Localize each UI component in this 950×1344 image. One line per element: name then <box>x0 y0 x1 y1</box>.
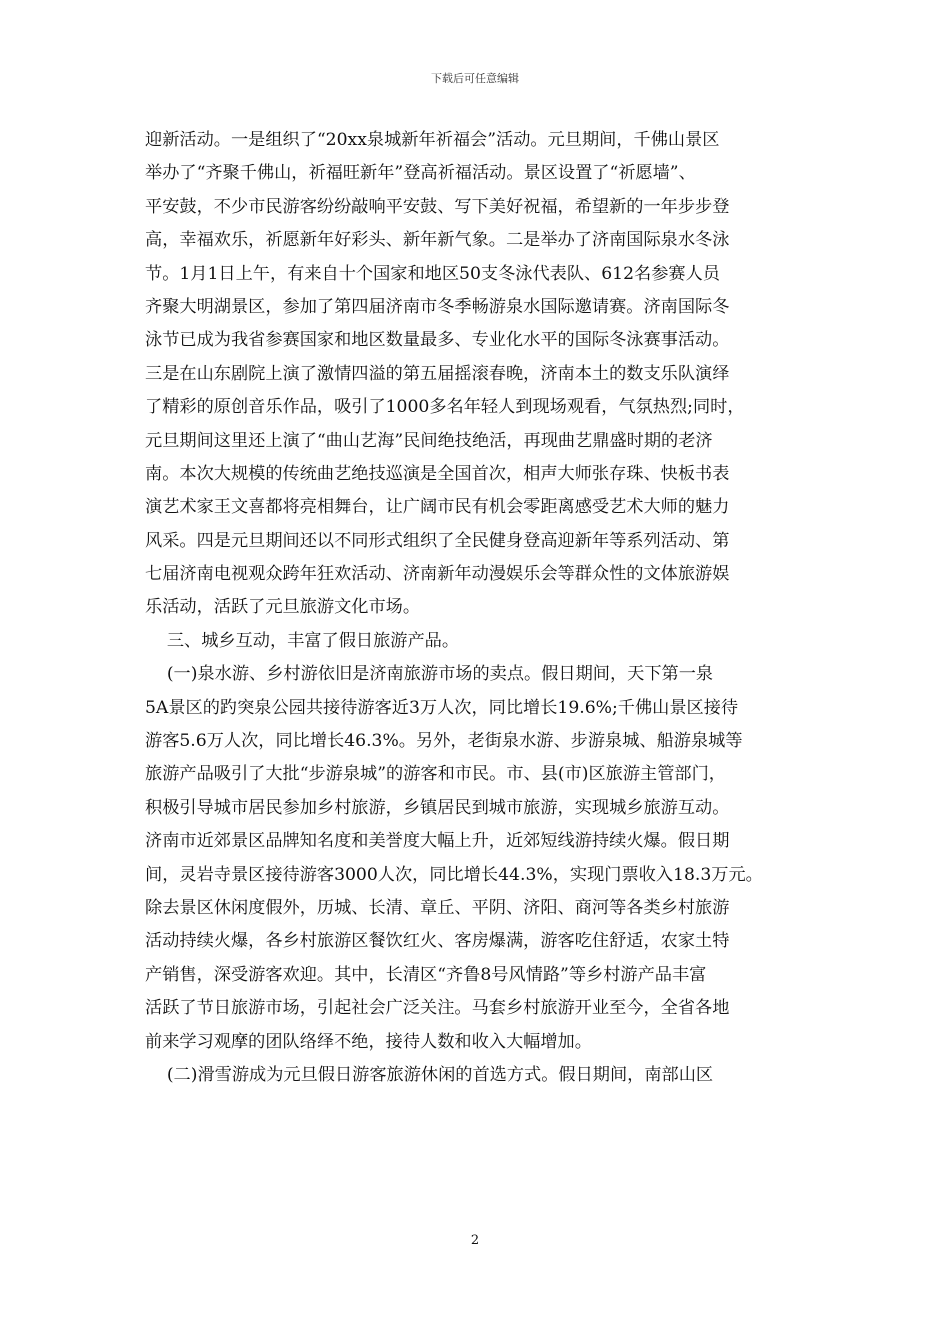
text-line: 产销售，深受游客欢迎。其中，长清区“齐鲁8号风情路”等乡村游产品丰富 <box>145 964 707 985</box>
text-line: 齐聚大明湖景区，参加了第四届济南市冬季畅游泉水国际邀请赛。济南国际冬 <box>145 296 730 317</box>
text-line: 积极引导城市居民参加乡村旅游，乡镇居民到城市旅游，实现城乡旅游互动。 <box>145 797 730 818</box>
text-line: 前来学习观摩的团队络绎不绝，接待人数和收入大幅增加。 <box>145 1031 592 1052</box>
text-line: 间，灵岩寺景区接待游客3000人次，同比增长44.3%，实现门票收入18.3万元。 <box>145 864 763 885</box>
text-line: 节。1月1日上午，有来自十个国家和地区50支冬泳代表队、612名参赛人员 <box>145 263 720 284</box>
text-line: 乐活动，活跃了元旦旅游文化市场。 <box>145 597 421 618</box>
text-line: 5A景区的趵突泉公园共接待游客近3万人次，同比增长19.6%;千佛山景区接待 <box>145 697 739 718</box>
text-line: 游客5.6万人次，同比增长46.3%。另外，老街泉水游、步游泉城、船游泉城等 <box>145 731 743 752</box>
section-heading: 三、城乡互动，丰富了假日旅游产品。 <box>145 630 460 651</box>
text-line: 迎新活动。一是组织了“20xx泉城新年祈福会”活动。元旦期间，千佛山景区 <box>145 130 720 150</box>
text-line: 活动持续火爆，各乡村旅游区餐饮红火、客房爆满，游客吃住舒适，农家土特 <box>145 931 730 952</box>
text-line: 三是在山东剧院上演了激情四溢的第五届摇滚春晚，济南本土的数支乐队演绎 <box>145 363 730 384</box>
page-header: 下载后可任意编辑 <box>431 72 519 85</box>
text-line: 元旦期间这里还上演了“曲山艺海”民间绝技绝活，再现曲艺鼎盛时期的老济 <box>145 430 713 451</box>
document-body <box>145 124 805 1092</box>
text-line: (一)泉水游、乡村游依旧是济南旅游市场的卖点。假日期间，天下第一泉 <box>145 664 714 685</box>
text-line: 风采。四是元旦期间还以不同形式组织了全民健身登高迎新年等系列活动、第 <box>145 530 730 551</box>
text-line: 了精彩的原创音乐作品，吸引了1000多名年轻人到现场观看，气氛热烈;同时， <box>145 397 745 418</box>
text-line: 七届济南电视观众跨年狂欢活动、济南新年动漫娱乐会等群众性的文体旅游娱 <box>145 564 730 585</box>
text-line: 泳节已成为我省参赛国家和地区数量最多、专业化水平的国际冬泳赛事活动。 <box>145 330 730 351</box>
text-line: 高，幸福欢乐，祈愿新年好彩头、新年新气象。二是举办了济南国际泉水冬泳 <box>145 230 730 251</box>
text-line: (二)滑雪游成为元旦假日游客旅游休闲的首选方式。假日期间，南部山区 <box>145 1064 714 1085</box>
text-line: 除去景区休闲度假外，历城、长清、章丘、平阴、济阳、商河等各类乡村旅游 <box>145 897 730 918</box>
text-line: 活跃了节日旅游市场，引起社会广泛关注。马套乡村旅游开业至今，全省各地 <box>145 998 730 1019</box>
page-number: 2 <box>470 1233 480 1248</box>
text-line: 举办了“齐聚千佛山，祈福旺新年”登高祈福活动。景区设置了“祈愿墙”、 <box>145 163 696 184</box>
text-line: 旅游产品吸引了大批“步游泉城”的游客和市民。市、县(市)区旅游主管部门， <box>145 764 726 785</box>
text-line: 演艺术家王文喜都将亮相舞台，让广阔市民有机会零距离感受艺术大师的魅力 <box>145 497 730 518</box>
text-line: 济南市近郊景区品牌知名度和美誉度大幅上升，近郊短线游持续火爆。假日期 <box>145 831 730 852</box>
text-line: 平安鼓，不少市民游客纷纷敲响平安鼓、写下美好祝福，希望新的一年步步登 <box>145 196 730 217</box>
text-line: 南。本次大规模的传统曲艺绝技巡演是全国首次，相声大师张存珠、快板书表 <box>145 463 730 484</box>
